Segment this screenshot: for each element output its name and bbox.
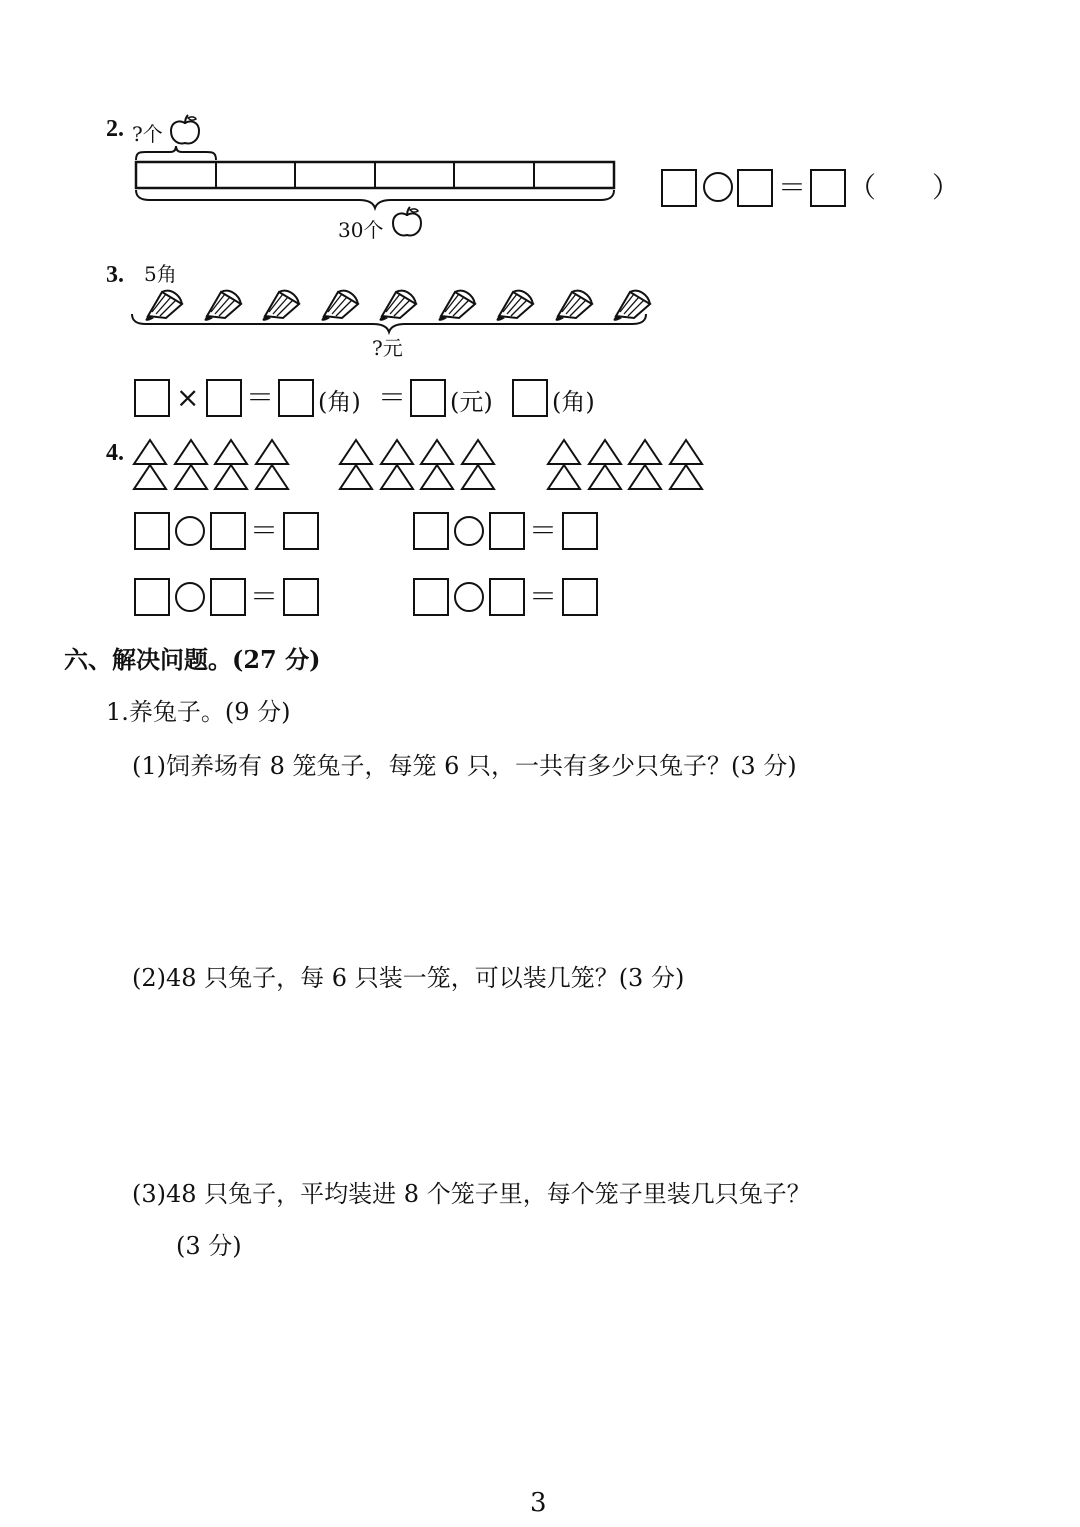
q3-number: 3. (106, 262, 124, 288)
answer-box[interactable] (206, 379, 242, 417)
triangle-icon (173, 463, 209, 491)
bar-model (134, 160, 616, 190)
equals-sign: ＝ (246, 381, 275, 414)
answer-box[interactable] (810, 169, 846, 207)
apple-icon (390, 206, 424, 240)
q2-number: 2. (106, 116, 124, 142)
unit-yuan: (元) (450, 388, 493, 416)
answer-box[interactable] (413, 512, 449, 550)
apple-icon (168, 114, 202, 148)
operator-circle[interactable] (454, 582, 484, 612)
unit-jiao: (角) (552, 388, 595, 416)
triangle-icon (546, 463, 582, 491)
q2-total-label: 30个 (338, 218, 384, 242)
equals-sign: ＝ (250, 580, 279, 613)
triangle-icon (132, 438, 168, 466)
unit-paren[interactable]: （ ） (848, 171, 961, 204)
sub-question-3: (3)48 只兔子，平均装进 8 个笼子里，每个笼子里装几只兔子？ (132, 1180, 811, 1208)
equals-sign: ＝ (778, 171, 807, 204)
triangle-icon (587, 463, 623, 491)
answer-box[interactable] (512, 379, 548, 417)
triangle-icon (173, 438, 209, 466)
answer-box[interactable] (210, 578, 246, 616)
answer-box[interactable] (562, 578, 598, 616)
answer-box[interactable] (134, 578, 170, 616)
answer-box[interactable] (489, 512, 525, 550)
answer-box[interactable] (661, 169, 697, 207)
operator-circle[interactable] (175, 516, 205, 546)
triangle-icon (338, 463, 374, 491)
answer-box[interactable] (134, 379, 170, 417)
answer-box[interactable] (210, 512, 246, 550)
answer-box[interactable] (413, 578, 449, 616)
q2-part-label: ?个 (132, 122, 163, 146)
unit-jiao: (角) (318, 388, 361, 416)
q3-price-label: 5角 (144, 262, 177, 286)
triangle-icon (460, 463, 496, 491)
triangle-icon (419, 438, 455, 466)
triangle-icon (627, 463, 663, 491)
answer-box[interactable] (134, 512, 170, 550)
answer-box[interactable] (283, 512, 319, 550)
operator-circle[interactable] (175, 582, 205, 612)
triangle-icon (379, 438, 415, 466)
question-title: 1.养兔子。(9 分) (106, 698, 291, 726)
triangle-icon (254, 463, 290, 491)
triangle-icon (338, 438, 374, 466)
operator-circle[interactable] (454, 516, 484, 546)
equals-sign: ＝ (378, 381, 407, 414)
sub-question-2: (2)48 只兔子，每 6 只装一笼，可以装几笼？(3 分) (132, 964, 685, 992)
triangle-icon (213, 463, 249, 491)
section-title: 六、解决问题。(27 分) (64, 645, 321, 674)
times-sign: × (176, 381, 200, 414)
triangle-icon (379, 463, 415, 491)
sub-question-1: (1)饲养场有 8 笼兔子，每笼 6 只，一共有多少只兔子？(3 分) (132, 752, 797, 780)
answer-box[interactable] (737, 169, 773, 207)
triangle-icon (627, 438, 663, 466)
operator-circle[interactable] (703, 172, 733, 202)
answer-box[interactable] (278, 379, 314, 417)
equals-sign: ＝ (250, 514, 279, 547)
triangle-icon (587, 438, 623, 466)
sub-question-3-score: (3 分) (176, 1232, 242, 1260)
triangle-icon (460, 438, 496, 466)
page-number: 3 (530, 1488, 547, 1518)
triangle-icon (546, 438, 582, 466)
triangle-icon (668, 438, 704, 466)
q3-total-label: ?元 (372, 336, 403, 360)
total-brace (134, 188, 616, 210)
triangle-icon (419, 463, 455, 491)
equals-sign: ＝ (529, 514, 558, 547)
answer-box[interactable] (283, 578, 319, 616)
triangle-icon (132, 463, 168, 491)
q4-number: 4. (106, 440, 124, 466)
triangle-icon (668, 463, 704, 491)
triangle-icon (213, 438, 249, 466)
answer-box[interactable] (489, 578, 525, 616)
triangle-icon (254, 438, 290, 466)
answer-box[interactable] (410, 379, 446, 417)
answer-box[interactable] (562, 512, 598, 550)
equals-sign: ＝ (529, 580, 558, 613)
